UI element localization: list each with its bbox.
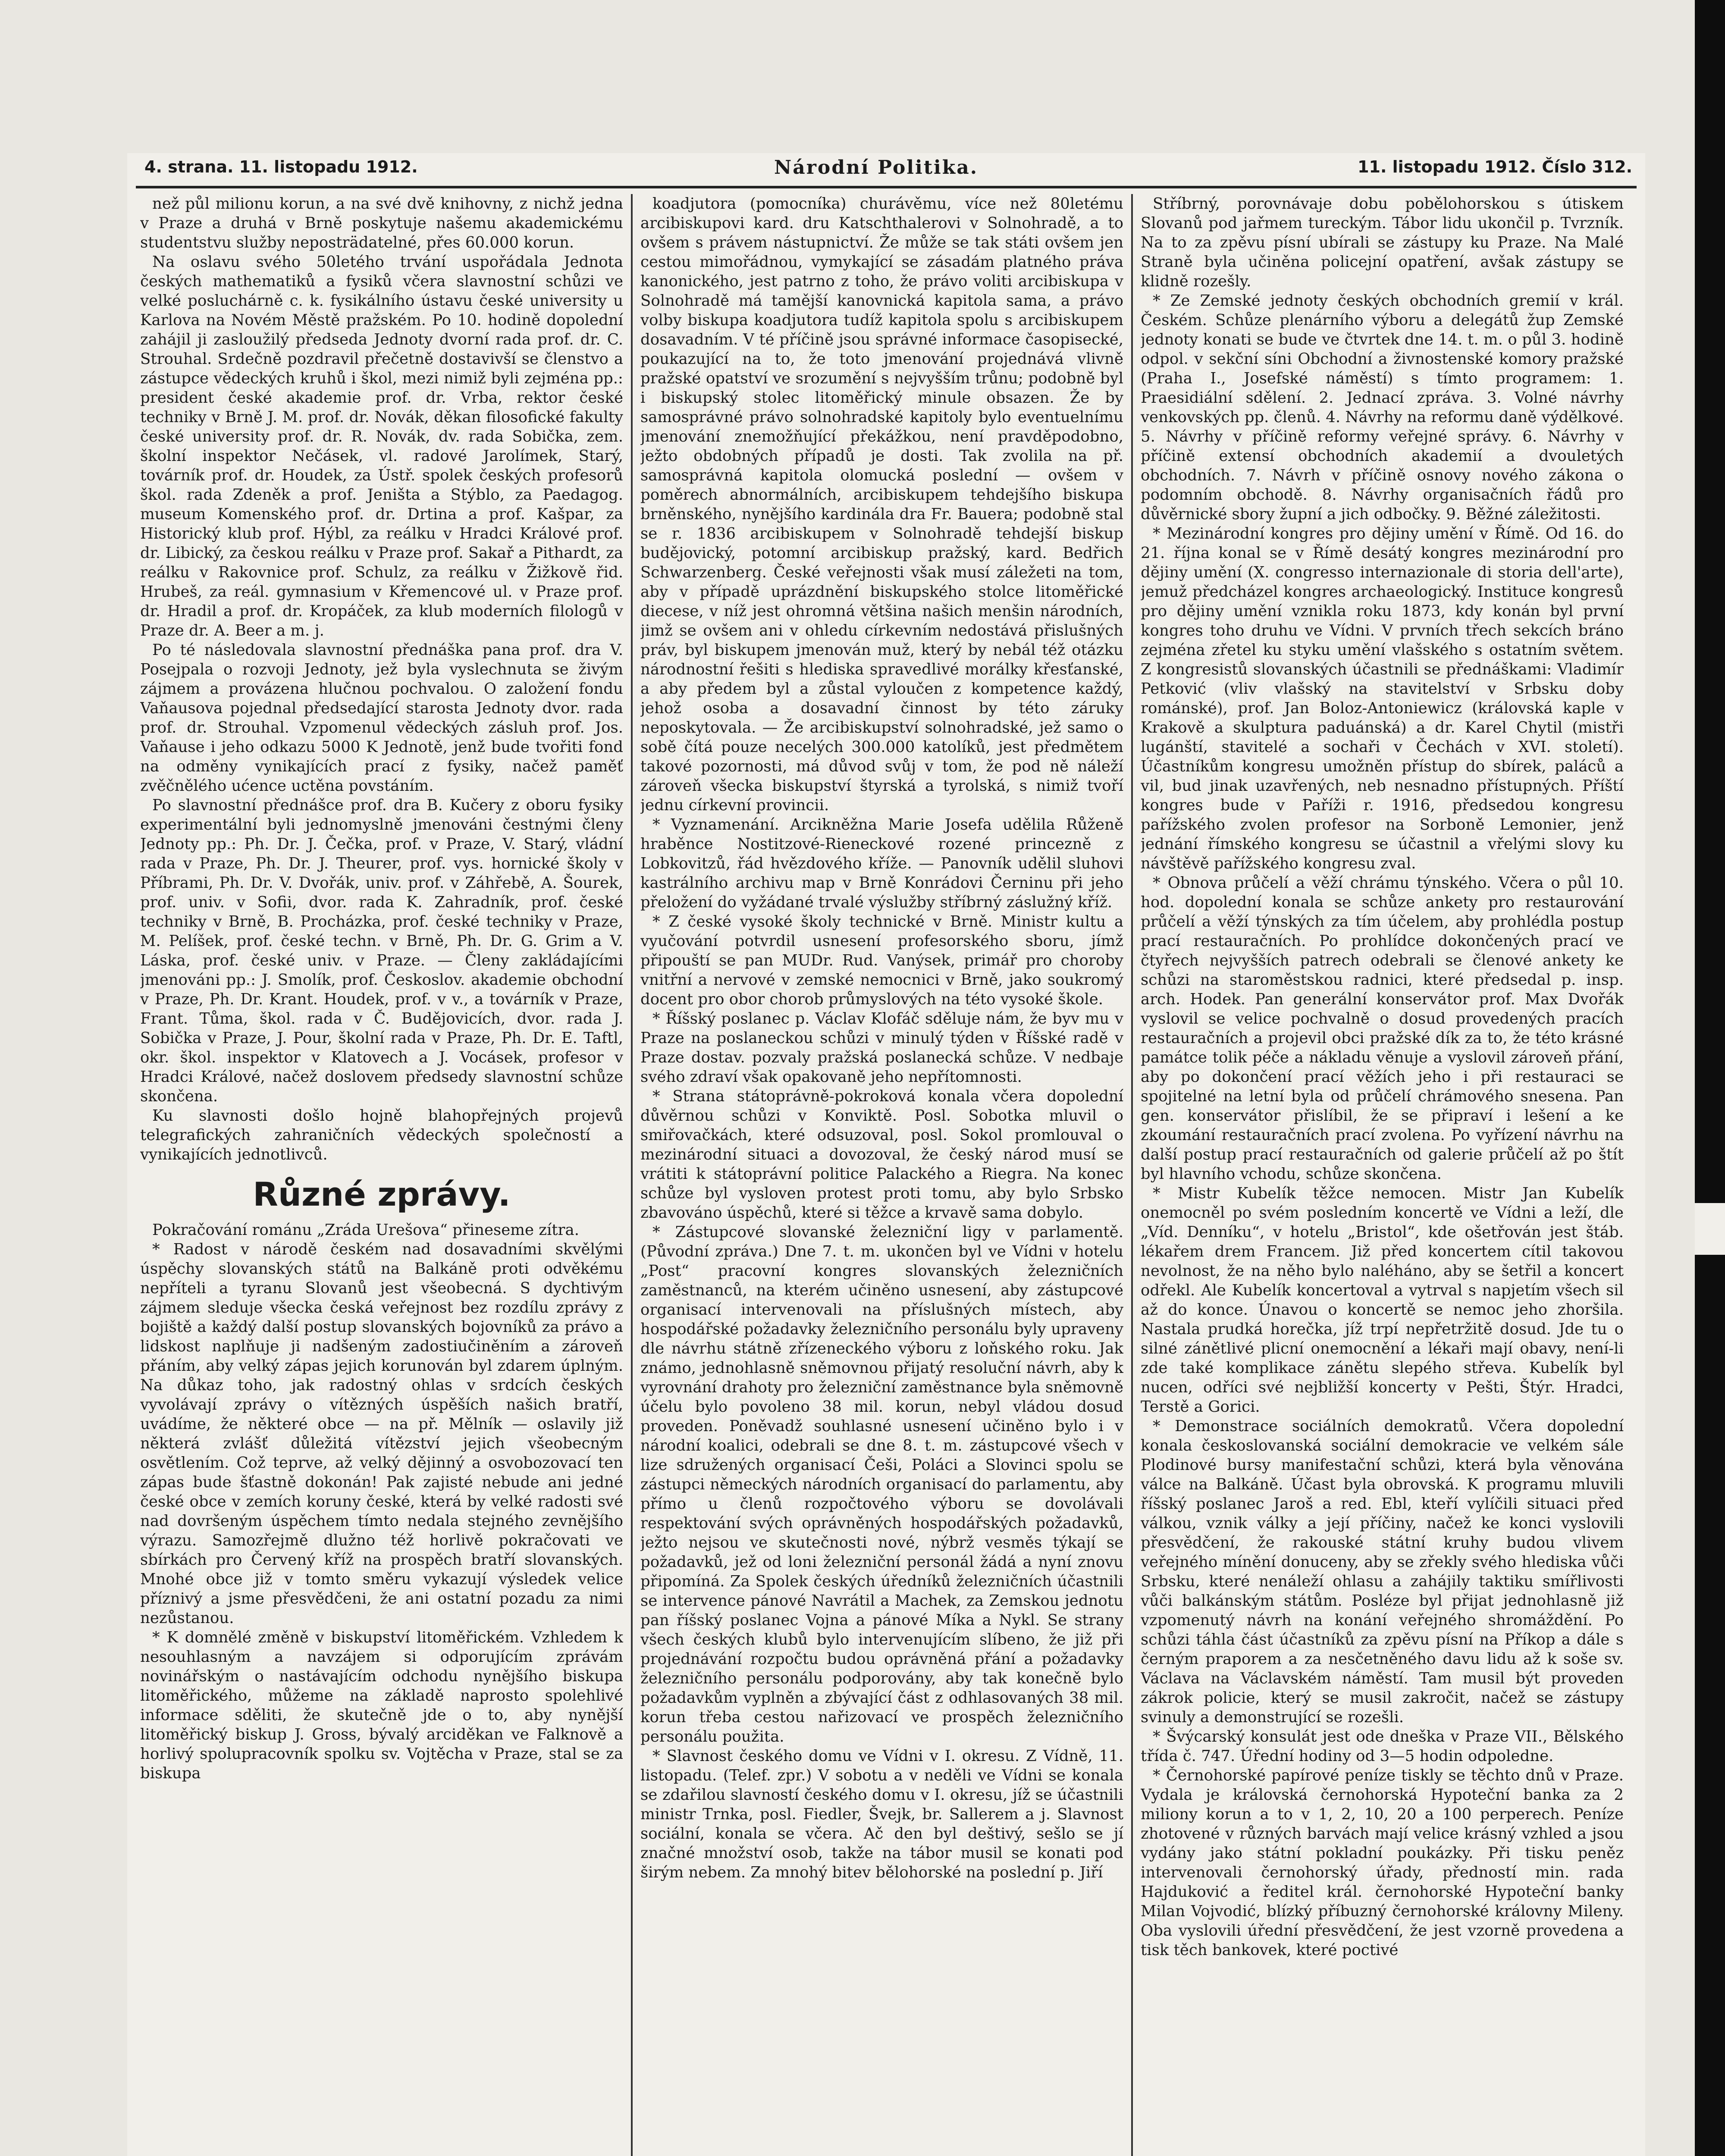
section-heading: Různé zprávy. [253,1175,511,1213]
paragraph: * Radost v národě českém nad dosavadními skvělými úspěchy slovanských států na Balkáně proti odvěkému nepříteli a tyranu Slovanů jest všeobecná. S dychtivým zájmem sleduje všecka česká veřejnost bez rozdílu zprávy z bojiště a každý další postup slovanských bojovníků za právo a lidskost naplňuje ji nadšeným zadostiučiněním a zároveň přáním, aby velký zápas jejich korunován byl zdarem úplným. Na důkaz toho, jak radostný ohlas v srdcích českých vyvolávají zprávy o vítězných úspěších našich bratří, uvádíme, že některé obce — na př. Mělník — oslavily již některá zvlášť důležitá vítězství jejich všeobecným osvětlením. Což teprve, až velký dějinný a osvobozovací ten zápas bude šťastně dokonán! Pak zajisté nebude ani jedné české obce v zemích koruny české, která by velké radosti své nad dovršeným úspěchem tímto nedala stejného zevnějšího výrazu. Samozřejmě dlužno též horlivě pokračovati ve sbírkách pro Červený kříž na prospěch bratří slovanských. Mnohé obce již v tomto směru vykazují výsledek velice příznivý a jsme přesvědčeni, že ani ostatní pozadu za nimi nezůstanou. [140,1241,623,1627]
paragraph: * Ze Zemské jednoty českých obchodních gremií v král. Českém. Schůze plenárního výboru a delegátů žup Zemské jednoty konati se bude ve čtvrtek dne 14. t. m. o půl 3. hodině odpol. v sekční síni Obchodní a živnostenské komory pražské (Praha I., Josefské náměstí) s tímto programem: 1. Praesidiální sdělení. 2. Jednací zpráva. 3. Volné návrhy venkovských pp. členů. 4. Návrhy na reformu daně výdělkové. 5. Návrhy v příčině reformy veřejné správy. 6. Návrhy v příčině extensí obchodních akademií a dvouletých obchodních. 7. Návrh v příčině osnovy nového zákona o podomním obchodě. 8. Návrhy organisačních řádů pro důvěrnické sbory župní a jich odbočky. 9. Běžné záležitosti. [1141,292,1624,523]
column-divider [631,194,633,2156]
paragraph: Ku slavnosti došlo hojně blahopřejných projevů telegrafických zahraničních vědeckých společností a vynikajících jednotlivců. [140,1107,623,1163]
paragraph: * Mistr Kubelík těžce nemocen. Mistr Jan Kubelík onemocněl po svém posledním koncertě ve Vídni a leží, dle „Víd. Denníku“, v hotelu „Bristol“, kde ošetřován jest štáb. lékařem drem Francem. Již před koncertem cítil takovou nevolnost, že na něho bylo naléháno, aby se šetřil a koncert odřekl. Ale Kubelík koncertoval a vytrval s napjetím všech sil až do konce. Únavou o koncertě se nemoc jeho zhoršila. Nastala prudká horečka, jíž trpí nepřetržitě dosud. Jde tu o silné zánětlivé plicní onemocnění a lékaři mají obavy, není-li zde také komplikace zánětu slepého střeva. Kubelík byl nucen, odříci své nejbližší koncerty v Pešti, Štýr. Hradci, Terstě a Gorici. [1141,1185,1624,1416]
paragraph: * Slavnost českého domu ve Vídni v I. okresu. Z Vídně, 11. listopadu. (Telef. zpr.) V sobotu a v neděli ve Vídni se konala se zdařilou slavností českého domu v I. okresu, jíž se účastnili ministr Trnka, posl. Fiedler, Švejk, br. Sallerem a j. Slavnost sociální, konala se včera. Ač den byl deštivý, sešlo se jí značné množství osob, takže na tábor musil se konati pod širým nebem. Za mnohý bitev bělohorské na poslední p. Jiří [640,1747,1123,1881]
scan-edge-mark [1695,1203,1725,1255]
scan-edge [1695,0,1725,2156]
column-1 [140,194,623,2156]
column-divider [1131,194,1133,2156]
paragraph: Na oslavu svého 50letého trvání uspořádala Jednota českých mathematiků a fysiků včera slavnostní schůzi ve velké posluchárně c. k. fysikálního ústavu české university u Karlova na Novém Městě pražském. Po 10. hodině dopolední zahájil ji zasloužilý předseda Jednoty dvorní rada prof. dr. C. Strouhal. Srdečně pozdravil přečetně dostavivší se členstvo a zástupce vědeckých kruhů i škol, mezi nimiž byli zejména pp.: president české akademie prof. dr. Vrba, rektor české techniky v Brně J. M. prof. dr. Novák, děkan filosofické fakulty české university prof. dr. R. Novák, dv. rada Sobička, zem. školní inspektor Nečásek, vl. radové Jarolímek, Starý, továrník prof. dr. Houdek, za Ústř. spolek českých profesorů škol. rada Zdeněk a prof. Jeništa a Stýblo, za Paedagog. museum Komenského prof. dr. Drtina a prof. Kašpar, za Historický klub prof. Hýbl, za reálku v Hradci Králové prof. dr. Libický, za českou reálku v Praze prof. Sakař a Pithardt, za reálku v Rakovnice prof. Schulz, za reálku v Žižkově řid. Hrubeš, za reál. gymnasium v Křemencové ul. v Praze prof. dr. Hradil a prof. dr. Kropáček, za klub moderních filologů v Praze dr. A. Beer a m. j. [140,253,623,639]
paragraph: * Říšský poslanec p. Václav Klofáč sděluje nám, že byv mu v Praze na poslaneckou schůzi v minulý týden v Říšské radě v Praze dostav. pozvaly pražská poslanecká schůze. V nedbaje svého zdraví však opakovaně jeho nepřítomnosti. [640,1010,1123,1086]
column-2 [640,194,1123,2156]
header-rule [136,186,1637,188]
paragraph: Po slavnostní přednášce prof. dra B. Kučery z oboru fysiky experimentální byli jednomyslně jmenováni čestnými členy Jednoty pp.: Ph. Dr. J. Čečka, prof. v Praze, V. Starý, vládní rada v Praze, Ph. Dr. J. Theurer, prof. vys. hornické školy v Příbrami, Ph. Dr. V. Dvořák, univ. prof. v Záhřebě, A. Šourek, prof. univ. v Sofii, dvor. rada K. Zahradník, prof. české techniky v Brně, B. Procházka, prof. české techniky v Praze, M. Pelíšek, prof. české techn. v Brně, Ph. Dr. G. Grim a V. Láska, prof. české univ. v Praze. — Členy zakládajícími jmenováni pp.: J. Smolík, prof. Českoslov. akademie obchodní v Praze, Ph. Dr. Krant. Houdek, prof. v v., a továrník v Praze, Frant. Tůma, škol. rada v Č. Budějovicích, dvor. rada J. Sobička v Praze, J. Pour, školní rada v Praze, Ph. Dr. E. Taftl, okr. škol. inspektor v Klatovech a J. Vocásek, profesor v Hradci Králové, načež doslovem předsedy slavnostní schůze skončena. [140,796,623,1105]
paragraph: * Švýcarský konsulát jest ode dneška v Praze VII., Bělského třída č. 747. Úřední hodiny od 3—5 hodin odpoledne. [1141,1728,1624,1765]
paragraph: Pokračování románu „Zráda Urešova“ přineseme zítra. [152,1221,579,1239]
paragraph: * Černohorské papírové peníze tiskly se těchto dnů v Praze. Vydala je královská černohorská Hypoteční banka za 2 miliony korun a to v 1, 2, 10, 20 a 100 perperech. Peníze zhotovené v různých barvách mají velice krásný vzhled a jsou vydány jako státní pokladní poukázky. Při tisku peněz intervenovali černohorský úřady, předností min. rada Hajduković a ředitel král. černohorské Hypoteční banky Milan Vojvodić, blízký příbuzný černohorské královny Mileny. Oba vyslovili úřední přesvědčení, že jest vzorně provedena a tisk těch bankovek, které poctivé [1141,1767,1624,1959]
paragraph: * Vyznamenání. Arcikněžna Marie Josefa udělila Růženě hraběnce Nostitzové-Rieneckové rozené princezně z Lobkovitzů, řád hvězdového kříže. — Panovník udělil sluhovi kastrálního archivu map v Brně Konrádovi Černinu při jeho přeložení do vyžádané trvalé výslužby stříbrný záslužný kříž. [640,816,1123,911]
paragraph: * Demonstrace sociálních demokratů. Včera dopolední konala českoslovanská sociální demokracie ve velkém sále Plodinové bursy manifestační schůzi, která byla věnována válce na Balkáně. Účast byla obrovská. K programu mluvili říšský poslanec Jaroš a red. Ebl, kteří vylíčili situaci před válkou, vznik války a její příčiny, načež ke konci vyslovili přesvědčení, že rakouské státní kruhy budou vlivem veřejného mínění donuceny, aby se zřekly svého hlediska vůči Srbsku, které nenáleží ohlasu a zahájily taktiku smířlivosti vůči balkánským státům. Posléze byl přijat jednohlasně již vzpomenutý návrh na konání veřejného shromáždění. Po schůzi táhla část účastníků za zpěvu písní na Příkop a dále s černým praporem a za nesčetněného davu lidu až k soše sv. Václava na Václavském náměstí. Tam musil být proveden zákrok policie, který se musil zakročit, načež se zástupy svinuly a demonstrující se rozešli. [1141,1417,1624,1726]
paragraph: * K domnělé změně v biskupství litoměřickém. Vzhledem k nesouhlasným a navzájem si odporujícím zprávám novinářským o nastávajícím odchodu nynějšího biskupa litoměřického, můžeme na základě naprosto spolehlivé informace sděliti, že skutečně jde o to, aby nynější litoměřický biskup J. Gross, bývalý arciděkan ve Falknově a horlivý spolupracovník spolku sv. Vojtěcha v Praze, stal se za biskupa [140,1629,623,1782]
paragraph: než půl milionu korun, a na své dvě knihovny, z nichž jedna v Praze a druhá v Brně poskytuje našemu akademickému studentstvu služby neposträdatelné, přes 60.000 korun. [140,195,623,251]
page-header [127,153,1645,183]
header-date-left: 4. strana. 11. listopadu 1912. [144,157,418,176]
paragraph: * Mezinárodní kongres pro dějiny umění v Římě. Od 16. do 21. října konal se v Římě desátý kongres mezinárodní pro dějiny umění (X. congresso internazionale di storia dell'arte), jemuž předcházel kongres archaeologický. Instituce kongresů pro dějiny umění vznikla roku 1873, kdy konán byl první kongres toho druhu ve Vídni. V prvních třech sekcích bráno zejména zřetel ku styku umění vlašského s ostatním světem. Z kongresistů slovanských účastnili se přednáškami: Vladimír Petković (vliv vlašský na stavitelství v Srbsku doby románské), prof. Jan Boloz-Antoniewicz (královská kaple v Krakově a skulptura paduánská) a dr. Karel Chytil (mistři lugánští, stavitelé a sochaři v Čechách v XVI. století). Účastníkům kongresu umožněn přístup do sbírek, paláců a vil, bud jinak uzavřených, neb nesnadno přístupných. Příští kongres bude v Paříži r. 1916, předsedou kongresu pařížského zvolen profesor na Sorboně Lemonier, jenž jednání římského kongresu se účastnil a vřelými slovy ku návštěvě pařížského kongresu zval. [1141,525,1624,872]
paragraph: koadjutora (pomocníka) churávěmu, více než 80letému arcibiskupovi kard. dru Katschthalerovi v Solnohradě, a to ovšem s právem nástupnictví. Že může se tak státi ovšem jen cestou mimořádnou, vymykající se zásadám platného práva kanonického, jest patrno z toho, že právo voliti arcibiskupa v Solnohradě má tamější kanovnická kapitola sama, a právo volby biskupa koadjutora tudíž kapitola spolu s arcibiskupem dosavadním. V té příčině jsou správné informace časopisecké, poukazující na to, že toto jmenování projednává vlivně pražské opatství ve srozumění s nejvyšším trůnu; podobně byl i biskupský stolec litoměřický minule obsazen. Že by samosprávné právo solnohradské kapitoly bylo eventuelnímu jmenování znemožňující překážkou, není pravděpodobno, ježto obdobných případů je dosti. Tak zvolila na př. samosprávná kapitola olomucká poslední — ovšem v poměrech abnormálních, arcibiskupem tehdejšího biskupa brněnského, nynějšího kardinála dra Fr. Bauera; podobně stal se r. 1836 arcibiskupem v Solnohradě tehdejší biskup budějovický, potomní arcibiskup pražský, kard. Bedřich Schwarzenberg. České veřejnosti však musí záležeti na tom, aby v případě uprázdnění biskupského stolce litoměřické diecese, v níž jest ohromná většina našich menšin národních, jimž se ovšem ani v ohledu církevním nedostává přislušných práv, byl biskupem jmenován muž, který by nebál též otázku národnostní řešiti s hlediska spravedlivé morálky křesťanské, a aby předem byl a zůstal vyloučen z kompetence každý, jehož osoba a dosavadní činnost by této záruky neposkytovala. — Že arcibiskupství solnohradské, jež samo o sobě čítá pouze necelých 300.000 katolíků, jest předmětem takové pozornosti, má důvod svůj v tom, že pod ně náleží zároveň všecka biskupství štyrská a tyrolská, s nimiž tvoří jednu církevní provincii. [640,195,1123,814]
paragraph: Po té následovala slavnostní přednáška pana prof. dra V. Posejpala o rozvoji Jednoty, jež byla vyslechnuta se živým zájmem a provázena hlučnou pochvalou. O založení fondu Vaňausova pojednal předsedající starosta Jednoty dvor. rada prof. dr. Strouhal. Vzpomenul vědeckých zásluh prof. Jos. Vaňause i jeho odkazu 5000 K Jednotě, jenž bude tvořiti fond na odměny vynikajících prací z fysiky, načež paměť zvěčnělého ućence uctěna povstáním. [140,641,623,795]
header-date-right: 11. listopadu 1912. Číslo 312. [1358,157,1632,176]
paragraph: * Z české vysoké školy technické v Brně. Ministr kultu a vyučování potvrdil usnesení profesorského sboru, jímž připouští se pan MUDr. Rud. Vanýsek, primář pro choroby vnitřní a nervové v zemské nemocnici v Brně, jako soukromý docent pro obor chorob průmyslových na této vysoké škole. [640,913,1123,1008]
paragraph: * Zástupcové slovanské železniční ligy v parlamentě. (Původní zpráva.) Dne 7. t. m. ukončen byl ve Vídni v hotelu „Post“ pracovní kongres slovanských železničních zaměstnanců, na kterém učiněno usnesení, aby zástupcové organisací intervenovali na příslušných místech, aby hospodářské požadavky železničního personálu byly upraveny dle návrhu státně zřízeneckého výboru z loňského roku. Jak známo, jednohlasně sněmovnou přijatý resoluční návrh, aby k vyrovnání drahoty pro železniční zaměstnance byla sněmovně účelu bylo povoleno 38 mil. korun, nebyl vládou dosud proveden. Poněvadž souhlasné usnesení učiněno bylo i v národní koalici, odebrali se dne 8. t. m. zástupcové všech v lize sdružených organisací Češi, Poláci a Slovinci spolu se zástupci německých národních organisací do parlamentu, aby přímo u členů rozpočtového výboru se dovolávali respektování svých oprávněných hospodářských požadavků, ježto nejsou ve skutečnosti nové, nýbrž vesměs týkají se požadavků, jež od loni železniční personál žádá a nyní znovu připomíná. Za Spolek českých úředníků železničních účastnili se intervence pánové Navrátil a Machek, za Zemskou jednotu pan říšský poslanec Vojna a pánové Míka a Nykl. Se strany všech českých klubů bylo intervenujícím slíbeno, že již při projednávání rozpočtu budou oprávněná přání a požadavky železničního personálu podporovány, aby tak konečně bylo požadavkům vyplněn a zbývající část z odhlasovaných 38 mil. korun třeba cestou nařizovací ve prospěch železničního personálu použita. [640,1223,1123,1745]
masthead: Národní Politika. [774,157,979,179]
newspaper-page [127,153,1645,2156]
paragraph: * Obnova průčelí a věží chrámu týnského. Včera o půl 10. hod. dopolední konala se schůze ankety pro restaurování průčelí a věží týnských za tím účelem, aby prohlédla postup prací restauračních. Po prohlídce dokončených prací ve čtyřech nejvyšších patrech odebrali se členové ankety ke schůzi na staroměstskou radnici, které předsedal p. insp. arch. Hodek. Pan generální konservátor prof. Max Dvořák vyslovil se velice pochvalně o dosud provedených pracích restauračních a projevil obci pražské dík za to, že této krásné památce tolik péče a nákladu věnuje a vyslovil zároveň přání, aby po dokončení prací věžích jeho i při restauraci se spojitelné na letní byla od průčelí chrámového snesena. Pan gen. konservátor přislíbil, že se připraví i lešení a ke zkoumání restauračních prací zvolena. Po vyřízení návrhu na další postup prací restauračních od galerie průčelí až po štít byl hlavního vchodu, schůze skončena. [1141,874,1624,1183]
paragraph: Stříbrný, porovnávaje dobu pobělohorskou s útiskem Slovanů pod jařmem tureckým. Tábor lidu ukončil p. Tvrzník. Na to za zpěvu písní ubírali se zástupy ku Praze. Na Malé Straně byla učiněna policejní opatření, avšak zástupy se klidně rozešly. [1141,195,1624,290]
paragraph: * Strana státoprávně-pokroková konala včera dopolední důvěrnou schůzi v Konviktě. Posl. Sobotka mluvil o smiřovačkách, které odsuzoval, posl. Sokol promlouval o mezinárodní situaci a dovozoval, že český národ musí se vrátiti k státoprávní politice Palackého a Riegra. Na konec schůze byl vysloven protest proti tomu, aby bylo Srbsko zbavováno úspěchů, které si těžce a krvavě sama dobylo. [640,1087,1123,1222]
column-3 [1141,194,1624,2156]
